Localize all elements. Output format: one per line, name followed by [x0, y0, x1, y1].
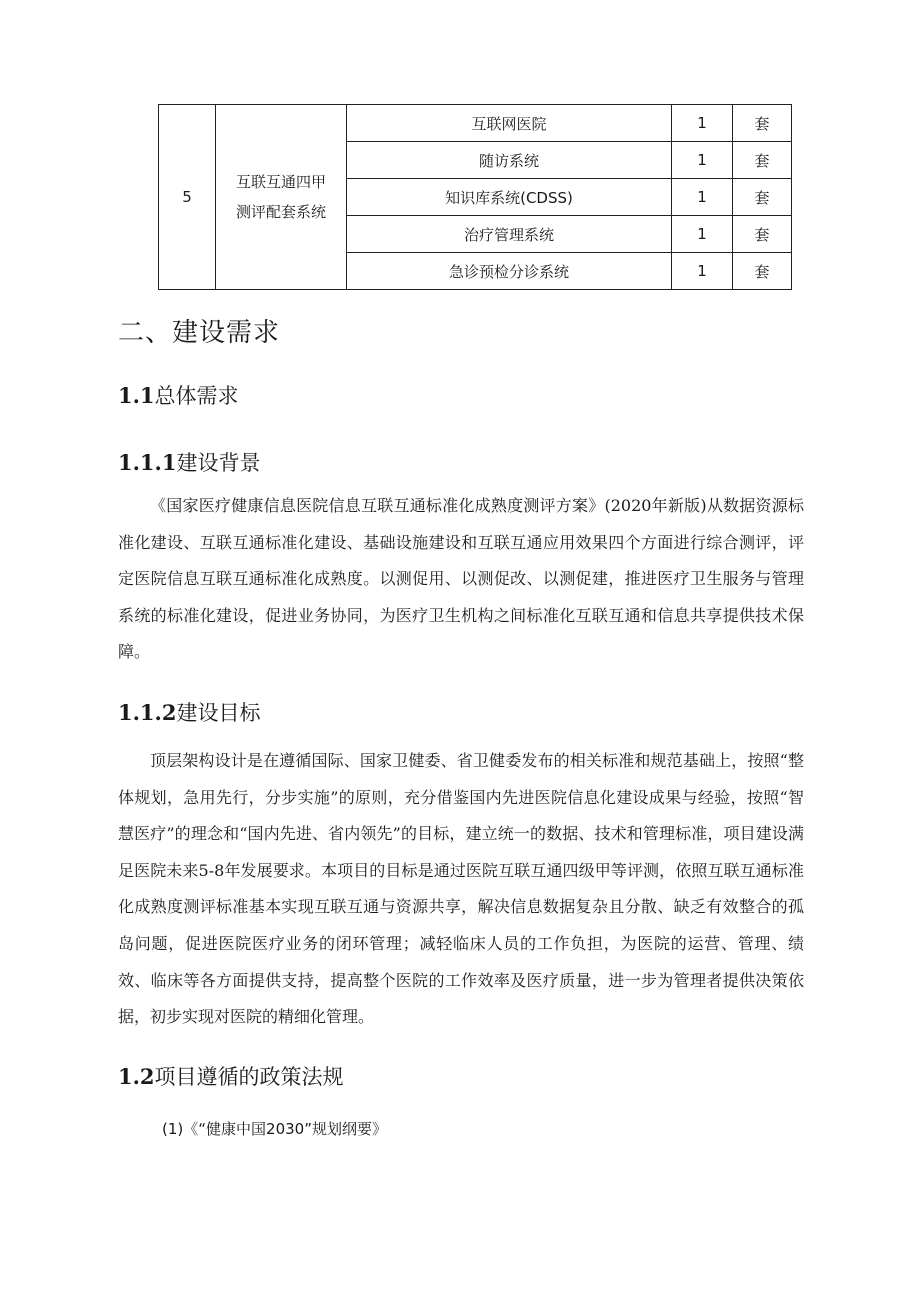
system-qty: 1: [672, 105, 733, 142]
system-name: 随访系统: [347, 142, 672, 179]
system-unit: 套: [733, 179, 792, 216]
heading-1-1: [118, 380, 239, 410]
system-unit: 套: [733, 105, 792, 142]
heading-title: 总体需求: [154, 384, 239, 408]
group-number: 5: [159, 105, 216, 290]
system-name: 互联网医院: [347, 105, 672, 142]
heading-number: 1.1.1: [118, 450, 177, 475]
system-unit: 套: [733, 216, 792, 253]
heading-number: 1.1.2: [118, 700, 177, 725]
heading-1-1-1: [118, 447, 260, 477]
table-row: [159, 105, 792, 142]
heading-title: 建设目标: [176, 701, 261, 725]
policy-list-item: (1)《“健康中国2030”规划纲要》: [162, 1120, 387, 1138]
group-name-line2: 测评配套系统: [235, 203, 326, 221]
heading-1-1-2: [118, 697, 260, 727]
heading-title: 建设背景: [176, 451, 261, 475]
system-qty: 1: [672, 216, 733, 253]
group-name: [216, 105, 347, 290]
system-table: [158, 104, 792, 290]
system-name: 知识库系统(CDSS): [347, 179, 672, 216]
heading-number: 1.1: [118, 383, 155, 408]
system-unit: 套: [733, 142, 792, 179]
system-qty: 1: [672, 253, 733, 290]
system-qty: 1: [672, 142, 733, 179]
group-name-line1: 互联互通四甲: [235, 173, 326, 191]
section-heading-2: 二、建设需求: [118, 318, 281, 348]
system-qty: 1: [672, 179, 733, 216]
goal-paragraph: 顶层架构设计是在遵循国际、国家卫健委、省卫健委发布的相关标准和规范基础上，按照“整体规划，急用先行，分步实施”的原则，充分借鉴国内先进医院信息化建设成果与经验，按照“智慧医疗”的理念和“国内先进、省内领先”的目标，建立统一的数据、技术和管理标准，项目建设满足医院未来5-8年发展要求。本项目的目标是通过医院互联互通四级甲等评测，依照互联互通标准化成熟度测评标准基本实现互联互通与资源共享，解决信息数据复杂且分散、缺乏有效整合的孤岛问题，促进医院医疗业务的闭环管理；减轻临床人员的工作负担，为医院的运营、管理、绩效、临床等各方面提供支持，提高整个医院的工作效率及医疗质量，进一步为管理者提供决策依据，初步实现对医院的精细化管理。: [118, 751, 804, 1027]
heading-1-2: [118, 1061, 344, 1091]
background-paragraph: 《国家医疗健康信息医院信息互联互通标准化成熟度测评方案》(2020年新版)从数据资源标准化建设、互联互通标准化建设、基础设施建设和互联互通应用效果四个方面进行综合测评，评定医院信息互联互通标准化成熟度。以测促用、以测促改、以测促建，推进医疗卫生服务与管理系统的标准化建设，促进业务协同，为医疗卫生机构之间标准化互联互通和信息共享提供技术保障。: [118, 496, 804, 662]
system-name: 治疗管理系统: [347, 216, 672, 253]
system-name: 急诊预检分诊系统: [347, 253, 672, 290]
system-unit: 套: [733, 253, 792, 290]
heading-number: 1.2: [118, 1064, 155, 1089]
heading-title: 项目遵循的政策法规: [154, 1065, 344, 1089]
